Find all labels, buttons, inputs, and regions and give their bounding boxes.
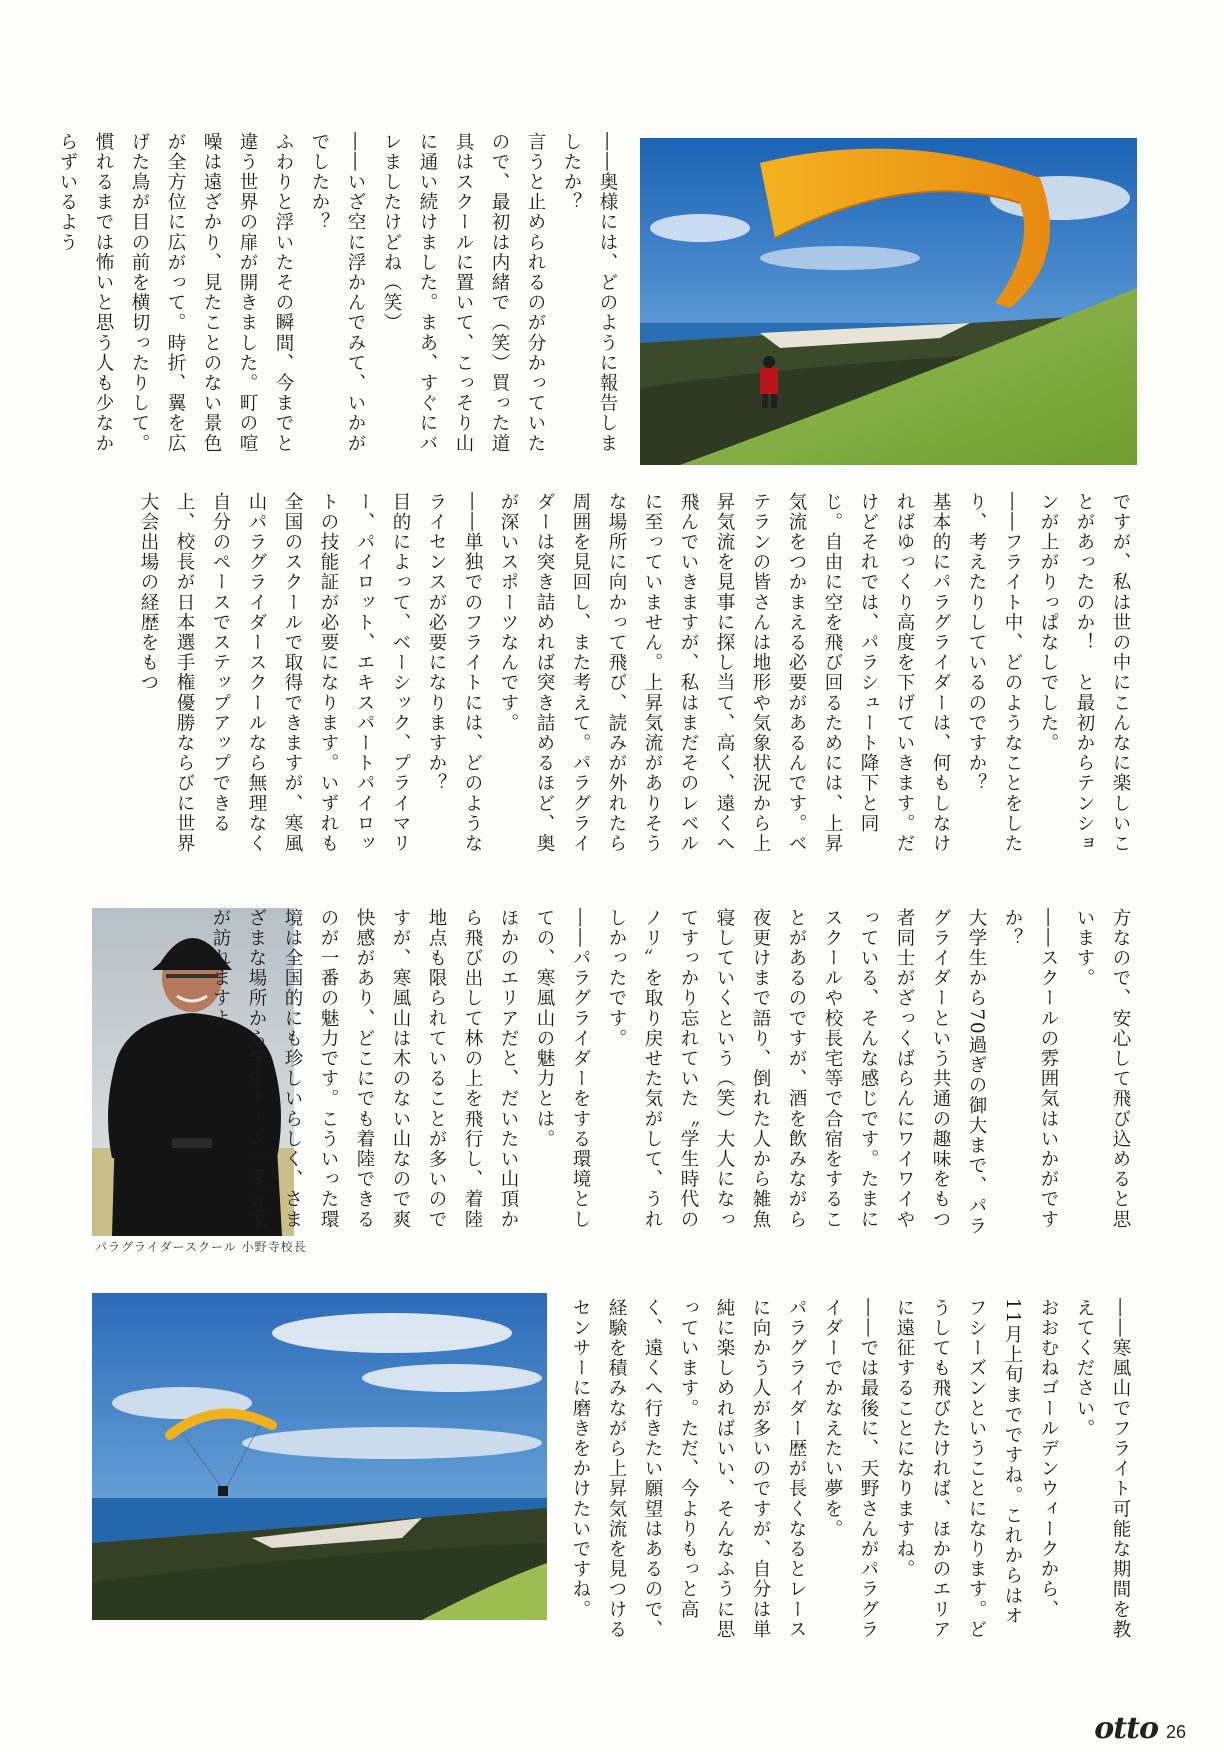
- article-column-bottom: ――寒風山でフライト可能な期間を教えてください。 おおむねゴールデンウィークから、11月上旬までですね。これからはオフシーズンということになります。どうしても飛びたければ、ほかのエリアに遠征することになりますね。 ――では最後に、天野さんがパラグライダーでかなえたい夢を。 パラグライダー歴が長くなるとレースに向かう人が多いのですが、自分は単純に楽しめればいい、そんなふうに思っています。ただ、今よりもっと高く、遠くへ行きたい願望はあるので、経験を積みながら上昇気流を見つけるセンサーに磨きをかけたいですね。: [570, 1298, 1131, 1640]
- magazine-logo: otto: [1094, 1711, 1158, 1746]
- paraglider-launch-photo: [640, 138, 1137, 465]
- photo-caption: パラグライダースクール 小野寺校長: [95, 1240, 307, 1254]
- article-column-top-left: ――奥様には、どのように報告しましたか？ 言うと止められるのが分かっていたので、最初は内緒で（笑）買った道具はスクールに置いて、こっそり山に通い続けました。まあ、すぐにバレましたけどね（笑） ――いざ空に浮かんでみて、いかがでしたか？ ふわりと浮いたその瞬間、今までと違う世界の扉が開きました。町の喧噪は遠ざかり、見たことのない景色が全方位に広がって。時折、翼を広げた鳥が目の前を横切ったりして。慣れるまでは怖いと思う人も少なからずいるよう: [57, 132, 618, 454]
- paraglider-flight-photo: [92, 1293, 547, 1620]
- page-footer: [1094, 1711, 1186, 1746]
- page-number: 26: [1165, 1722, 1186, 1742]
- article-column-lower: 方なので、安心して飛び込めると思います。 ――スクールの雰囲気はいかがですか？ 大学生から70過ぎの御大まで、パラグライダーという共通の趣味をもつ者同士がざっくばらんにワイワイやっている、そんな感じです。たまにスクールや校長宅等で合宿をすることがあるのですが、酒を飲みながら夜更けまで語り、倒れた人から雑魚寝していくという（笑）大人になってすっかり忘れていた〝学生時代のノリ〟を取り戻せた気がして、うれしかったです。 ――パラグライダーをする環境としての、寒風山の魅力とは。 ほかのエリアだと、だいたい山頂から飛び出して林の上を飛行し、着陸地点も限られていることが多いのですが、寒風山は木のない山なので爽快感があり、どこにでも着陸できるのが一番の魅力です。こういった環境は全国的にも珍しいらしく、さまざまな場所から学生チームや愛好家が訪れますよ。: [210, 908, 1131, 1237]
- article-column-middle: ですが、私は世の中にこんなに楽しいことがあったのか！ と最初からテンションが上がりっぱなしでした。 ――フライト中、どのようなことをしたり、考えたりしているのですか？ 基本的にパラグライダーは、何もしなければゆっくり高度を下げていきます。だけどそれでは、パラシュート降下と同じ。自由に空を飛び回るためには、上昇気流をつかまえる必要があるんです。ベテランの皆さんは地形や気象状況から上昇気流を見事に探し当て、高く、遠くへ飛んでいきますが、私はまだそのレベルに至っていません。上昇気流がありそうな場所に向かって飛び、読みが外れたら周囲を見回し、また考えて。パラグライダーは突き詰めれば突き詰めるほど、奥が深いスポーツなんです。 ――単独でのフライトには、どのようなライセンスが必要になりますか？ 目的によって、ベーシック、プライマリー、パイロット、エキスパートパイロットの技能証が必要になります。いずれも全国のスクールで取得できますが、寒風山パラグライダースクールなら無理なく自分のペースでステップアップできる上、校長が日本選手権優勝ならびに世界大会出場の経歴をもつ: [138, 492, 1131, 854]
